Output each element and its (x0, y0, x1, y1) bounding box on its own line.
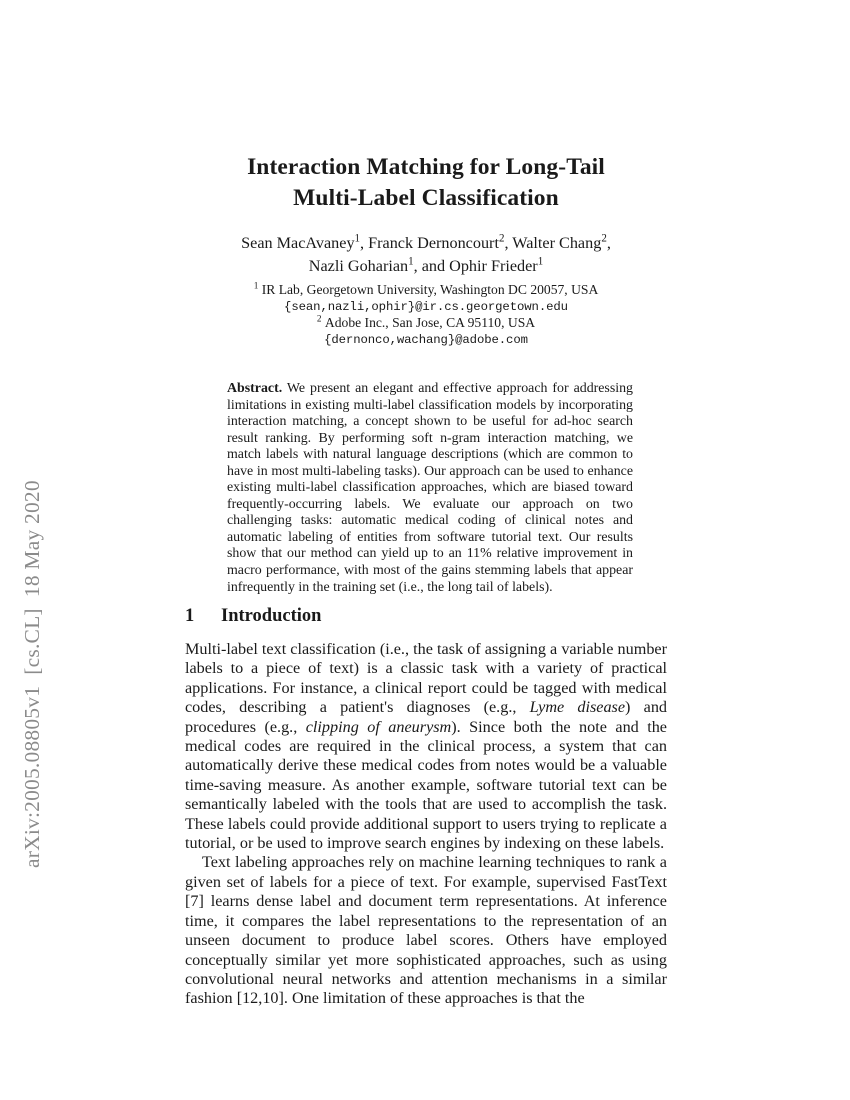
paragraph-1 (185, 640, 667, 853)
affiliation-2-email: {dernonco,wachang}@adobe.com (324, 332, 528, 347)
author-name: , Franck Dernoncourt (360, 234, 499, 252)
introduction-body (185, 640, 667, 1009)
author-name: , and Ophir Frieder (413, 257, 538, 275)
author-affiliation-marker: 2 (601, 232, 607, 245)
paragraph-2: Text labeling approaches rely on machine learning techniques to rank a given set of labels for a piece of text. For example, supervised FastText [7] learns dense label and document term representations. At inference time, it compares the label representations to the representation of an unseen document to produce label scores. Others have employed conceptually similar yet more sophisticated approaches, such as using convolutional neural networks and attention mechanisms in a similar fashion [12,10]. One limitation of these approaches is that the (185, 853, 667, 1008)
author-affiliation-marker: 1 (354, 232, 361, 245)
paper-title-line-1: Interaction Matching for Long-Tail (247, 154, 605, 180)
author-name: Sean MacAvaney (241, 234, 355, 252)
paper-title-line-2: Multi-Label Classification (293, 185, 559, 211)
author-affiliation-marker: 1 (537, 255, 544, 268)
paragraph-1-part-a: Multi-label text classification (i.e., the task of assigning a variable number labels to a piece of text) is a classic task with a variety of practical applications. For instance, a clinical report could be tagged with medical codes, describing a patient's diagnoses (e.g., (185, 640, 667, 717)
abstract-section (227, 381, 633, 596)
arxiv-stamp (0, 0, 64, 1100)
paragraph-1-part-b: ) and procedures (e.g., (185, 698, 668, 736)
affiliation-1 (185, 282, 667, 299)
author-separator: , (606, 234, 611, 252)
paragraph-1-part-c: ). Since both the note and the medical codes are required in the clinical process, a system that can automatically derive these medical codes from notes would be a valuable time-saving measure. As another example, software tutorial text can be semantically labeled with the tools that are used to accomplish the task. These labels could provide additional support to users trying to replicate a tutorial, or be used to improve search engines by indexing on these labels. (185, 717, 667, 853)
author-affiliation-marker: 1 (408, 255, 414, 268)
author-line-2 (185, 255, 667, 278)
page-title (185, 152, 667, 214)
author-name: Nazli Goharian (308, 257, 409, 275)
affiliation-1-email: {sean,nazli,ophir}@ir.cs.georgetown.edu (284, 299, 568, 314)
section-number: 1 (185, 606, 195, 626)
paper-title (185, 152, 667, 214)
affiliation-marker: 2 (316, 313, 322, 324)
affiliation-2 (185, 315, 667, 332)
affiliation-2-text: Adobe Inc., San Jose, CA 95110, USA (324, 315, 536, 331)
affiliation-1-text: IR Lab, Georgetown University, Washington DC 20057, USA (261, 282, 599, 297)
author-line-1 (185, 232, 667, 255)
emphasis-lyme-disease: Lyme disease (529, 698, 626, 717)
section-heading-introduction (185, 606, 667, 627)
author-affiliation-marker: 2 (498, 232, 505, 245)
affiliation-list (185, 282, 667, 348)
author-list (185, 232, 667, 278)
abstract-text: We present an elegant and effective approach for addressing limitations in existing multi-label classification models by incorporating interaction matching, a concept shown to be useful for ad-hoc search result ranking. By performing soft n-gram interaction matching, we match labels with natural language descriptions (which are common to have in most multi-labeling tasks). Our approach can be used to enhance existing multi-label classification approaches, which are biased toward frequently-occurring labels. We evaluate our approach on two challenging tasks: automatic medical coding of clinical notes and automatic labeling of entities from software tutorial text. Our results show that our method can yield up to an 11% relative improvement in macro performance, with most of the gains stemming labels that appear infrequently in the training set (i.e., the long tail of labels). (227, 381, 633, 595)
arxiv-stamp-text: arXiv:2005.08805v1 [cs.CL] 18 May 2020 (19, 480, 44, 868)
affiliation-marker: 1 (253, 280, 259, 291)
emphasis-clipping-of-aneurysm: clipping of aneurysm (305, 717, 452, 736)
abstract-label: Abstract. (227, 381, 283, 396)
section-title: Introduction (221, 606, 322, 626)
author-name: , Walter Chang (504, 234, 602, 252)
